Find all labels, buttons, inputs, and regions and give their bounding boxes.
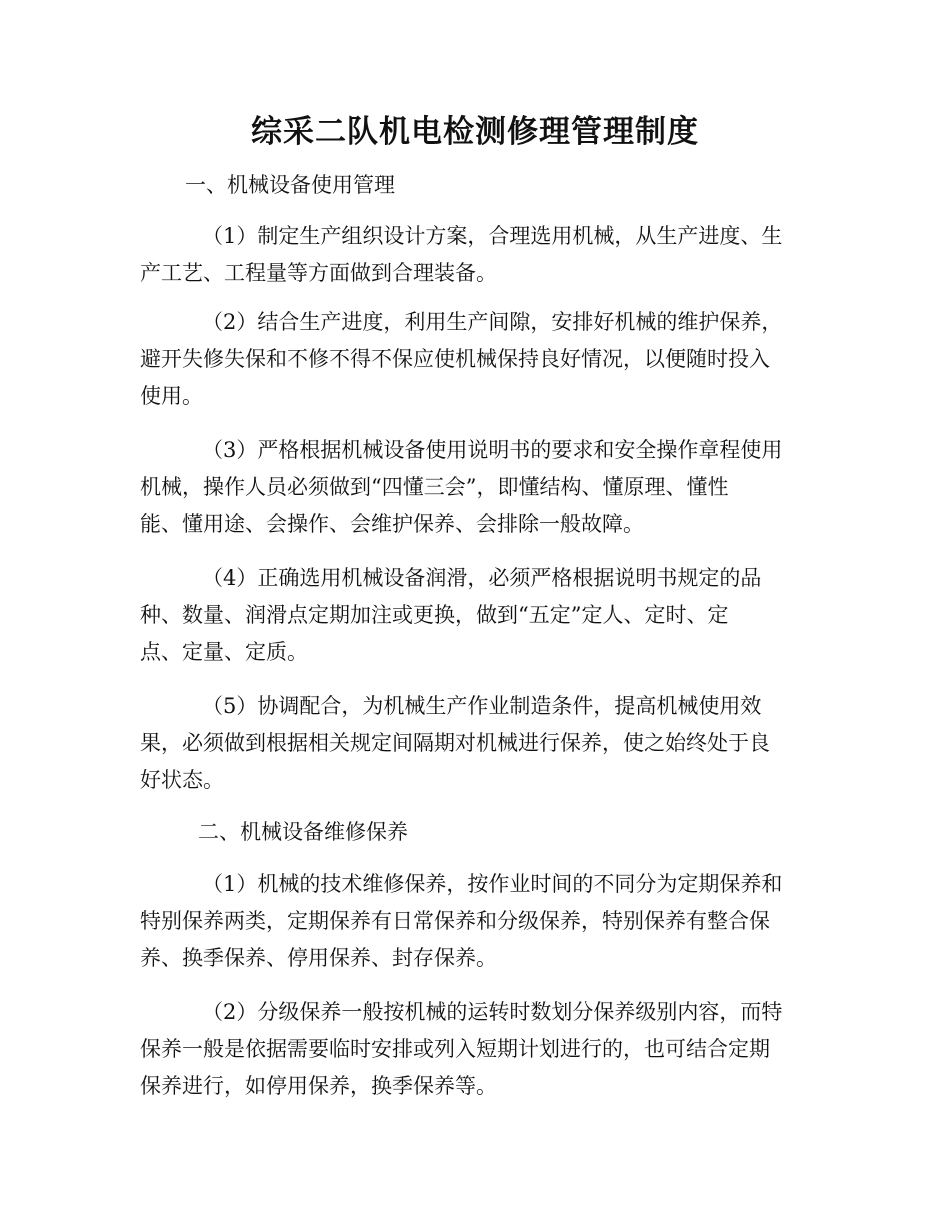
paragraph-line: （3）严格根据机械设备使用说明书的要求和安全操作章程使用 [202,438,783,462]
paragraph-usage-2 [140,304,795,415]
paragraph-usage-5 [140,688,795,799]
paragraph-line: 能、懂用途、会操作、会维护保养、会排除一般故障。 [140,512,644,536]
paragraph-maintenance-1 [140,866,795,977]
paragraph-line: 保养进行，如停用保养，换季保养等。 [140,1074,497,1098]
section-heading-usage: 一、机械设备使用管理 [185,173,395,197]
paragraph-usage-4 [140,560,795,671]
paragraph-line: 保养一般是依据需要临时安排或列入短期计划进行的，也可结合定期 [140,1037,770,1061]
paragraph-line: 种、数量、润滑点定期加注或更换，做到“五定”定人、定时、定 [140,603,729,627]
paragraph-line: （1）机械的技术维修保养，按作业时间的不同分为定期保养和 [202,872,783,896]
paragraph-line: （1）制定生产组织设计方案，合理选用机械，从生产进度、生 [202,224,783,248]
paragraph-line: 机械，操作人员必须做到“四懂三会”，即懂结构、懂原理、懂性 [140,475,729,499]
paragraph-line: 养、换季保养、停用保养、封存保养。 [140,946,497,970]
paragraph-line: 特别保养两类，定期保养有日常保养和分级保养，特别保养有整合保 [140,909,770,933]
paragraph-line: 果，必须做到根据相关规定间隔期对机械进行保养，使之始终处于良 [140,731,770,755]
paragraph-line: （5）协调配合，为机械生产作业制造条件，提高机械使用效 [202,694,762,718]
paragraph-line: 产工艺、工程量等方面做到合理装备。 [140,261,497,285]
paragraph-usage-1 [140,218,795,292]
paragraph-line: 使用。 [140,384,203,408]
document-title: 综采二队机电检测修理管理制度 [251,114,699,150]
paragraph-line: （4）正确选用机械设备润滑，必须严格根据说明书规定的品 [202,566,762,590]
paragraph-line: （2）结合生产进度，利用生产间隙，安排好机械的维护保养， [202,310,783,334]
paragraph-line: 点、定量、定质。 [140,640,308,664]
section-heading-maintenance: 二、机械设备维修保养 [198,820,408,844]
paragraph-maintenance-2 [140,994,795,1105]
paragraph-line: 好状态。 [140,768,224,792]
paragraph-line: （2）分级保养一般按机械的运转时数划分保养级别内容，而特 [202,1000,783,1024]
paragraph-usage-3 [140,432,795,543]
paragraph-line: 避开失修失保和不修不得不保应使机械保持良好情况，以便随时投入 [140,347,770,371]
